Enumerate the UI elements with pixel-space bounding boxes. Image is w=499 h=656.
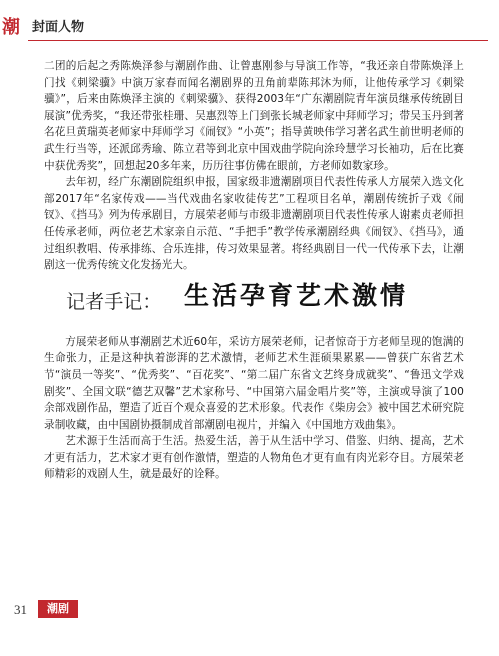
reporter-note-title: 生活孕育艺术激情 — [184, 280, 409, 310]
page-number: 31 — [14, 602, 27, 617]
section-logo: 潮 — [2, 17, 20, 38]
paragraph-continued: 二团的后起之秀陈焕泽参与潮剧作曲、让曾惠刚参与导演工作等，“我还亲自带陈焕泽上门找《刺梁骥》中演万家春而闻名潮剧界的丑角前辈陈邦沐为师，让他传承学习《刺梁骥》”，后来由陈焕泽主演的《刺梁骥》、获得2003年“广东潮剧院青年演员继承传统剧目展演”优秀奖，“我还带张桂珊、吴惠烈等上门到张长城老师家中拜师学习；带吴玉丹到著名花旦黄瑞英老师家中拜师学习《闹钗》“小英”；指导黄映伟学习著名武生前世明老师的武生行当等，还派邱秀瑜、陈立君等到北京中国戏曲学院向涂玲慧学习长袖功，后在比赛中获优秀奖”，回想起20多年来，历历往事仿佛在眼前，方老师如数家珍。 — [44, 60, 464, 172]
section-title: 封面人物 — [32, 20, 85, 35]
paragraph: 方展荣老师从事潮剧艺术近60年，采访方展荣老师，记者惊奇于方老师呈现的饱满的生命张力，正是这种执着澎湃的艺术激情，老师艺术生涯硕果累累——曾获广东省艺术节“演员一等奖”、“优秀奖”、“百花奖”、“第二届广东省文艺终身成就奖”、“鲁迅文学戏剧奖”、全国文联“德艺双馨”艺术家称号、“中国第六届金唱片奖”等，主演或导演了100余部戏剧作品，塑造了近百个观众喜爱的艺术形象。代表作《柴房会》被中国艺术研究院录制收藏，由中国剧协摄制成首部潮剧电视片，并编入《中国地方戏曲集》。 — [44, 335, 464, 431]
magazine-logo: 潮剧 — [38, 600, 78, 618]
paragraph: 去年初，经广东潮剧院组织申报，国家级非遗潮剧项目代表性传承人方展荣入选文化部2017年“名家传戏——当代戏曲名家收徒传艺”工程项目名单，潮剧传统折子戏《闹钗》、《挡马》列为传承剧目，方展荣老师与市级非遗潮剧项目代表性传承人谢素贞老师担任传承老师，两位老艺术家亲自示范、“手把手”教学传承潮剧经典《闹钗》、《挡马》，通过组织教唱、传承排练、合乐连排，传习效果显著。将经典剧目一代一代传承下去，让潮剧这一优秀传统文化发扬光大。 — [44, 176, 464, 272]
header-divider — [28, 40, 488, 41]
paragraph: 艺术源于生活而高于生活。热爱生活，善于从生活中学习、借鉴、归纳、提高，艺术才更有活力，艺术家才更有创作激情，塑造的人物角色才更有血有肉光彩夺目。方展荣老师精彩的戏剧人生，就是最好的诠释。 — [44, 435, 464, 481]
page-header — [0, 10, 499, 50]
reporter-note-label: 记者手记： — [66, 290, 162, 313]
article-body — [44, 58, 464, 483]
page-footer — [0, 598, 499, 628]
reporter-note-heading — [66, 280, 464, 324]
